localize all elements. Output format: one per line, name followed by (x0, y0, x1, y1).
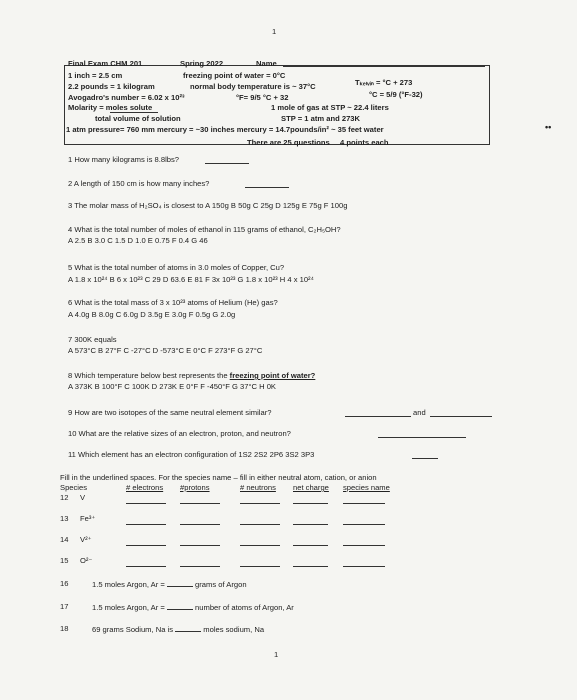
question-17-number: 17 (60, 602, 69, 611)
exam-title: Final Exam CHM 201 (68, 59, 143, 68)
const-total-volume: total volume of solution (95, 114, 181, 123)
row-13-species: Fe³⁺ (80, 514, 96, 523)
column-species-name: species name (343, 483, 390, 492)
question-7: 7 300K equals (68, 335, 117, 344)
const-pressure: 1 atm pressure= 760 mm mercury = ~30 inches mercury = 14.7pounds/in² ~ 35 feet water (66, 125, 384, 134)
question-7-options: A 573°C B 27°F C -27°C D -573°C E 0°C F 273°F G 27°C (68, 346, 263, 355)
row-15-name-blank[interactable] (343, 566, 385, 567)
const-mole-gas: 1 mole of gas at STP ~ 22.4 liters (271, 103, 389, 112)
const-body-temp: normal body temperature is ~ 37°C (190, 82, 316, 91)
row-15-species: O²⁻ (80, 556, 93, 565)
question-3: 3 The molar mass of H₂SO₄ is closest to A 150g B 50g C 25g D 125g E 75g F 100g (68, 201, 348, 210)
question-4-options: A 2.5 B 3.0 C 1.5 D 1.0 E 0.75 F 0.4 G 46 (68, 236, 208, 245)
row-14-number: 14 (60, 535, 69, 544)
answer-blank-18[interactable] (175, 624, 201, 632)
const-kelvin: Tₖₑₗᵥᵢₙ = °C + 273 (355, 78, 413, 87)
question-16-number: 16 (60, 579, 69, 588)
row-13-name-blank[interactable] (343, 524, 385, 525)
fill-in-instruction-text: Fill in the underlined spaces. For the species name – fill in either neutral atom, cation, or anion (60, 473, 377, 482)
question-4: 4 What is the total number of moles of ethanol in 115 grams of ethanol, C₂H₅OH? (68, 225, 341, 234)
question-2: 2 A length of 150 cm is how many inches? (68, 179, 210, 188)
question-count: There are 25 questions (247, 138, 330, 147)
question-17-post: number of atoms of Argon, Ar (192, 603, 294, 612)
row-12-neutrons-blank[interactable] (240, 503, 280, 504)
question-9-and: and (413, 408, 426, 417)
row-13-protons-blank[interactable] (180, 524, 220, 525)
row-13-electrons-blank[interactable] (126, 524, 166, 525)
const-freezing: freezing point of water = 0°C (183, 71, 286, 80)
row-12-number: 12 (60, 493, 69, 502)
answer-blank-16[interactable] (167, 579, 193, 587)
row-12-charge-blank[interactable] (293, 503, 328, 504)
row-15-protons-blank[interactable] (180, 566, 220, 567)
question-16 (92, 579, 247, 589)
molarity-fraction-line (110, 112, 158, 113)
question-18 (92, 624, 264, 634)
page-number-bottom: 1 (274, 650, 279, 659)
row-14-charge-blank[interactable] (293, 545, 328, 546)
question-16-post: grams of Argon (192, 580, 247, 589)
fill-in-instruction (60, 473, 377, 482)
row-12-electrons-blank[interactable] (126, 503, 166, 504)
answer-blank-9a[interactable] (345, 416, 411, 417)
question-16-pre: 1.5 moles Argon, Ar = (92, 580, 167, 589)
answer-blank-2[interactable] (245, 187, 289, 188)
row-15-electrons-blank[interactable] (126, 566, 166, 567)
question-8-emphasis: freezing point of water? (229, 371, 316, 380)
question-18-pre: 69 grams Sodium, Na is (92, 625, 176, 634)
question-5: 5 What is the total number of atoms in 3.0 moles of Copper, Cu? (68, 263, 285, 272)
answer-blank-9b[interactable] (430, 416, 492, 417)
const-pounds: 2.2 pounds = 1 kilogram (68, 82, 155, 91)
question-10: 10 What are the relative sizes of an electron, proton, and neutron? (68, 429, 291, 438)
points-each: 4 points each (340, 138, 389, 147)
const-inch: 1 inch = 2.5 cm (68, 71, 123, 80)
const-avogadro: Avogadro's number = 6.02 x 10²³ (68, 93, 185, 102)
row-13-neutrons-blank[interactable] (240, 524, 280, 525)
row-15-number: 15 (60, 556, 69, 565)
row-15-neutrons-blank[interactable] (240, 566, 280, 567)
name-label: Name (256, 59, 277, 68)
row-12-name-blank[interactable] (343, 503, 385, 504)
const-c-conv: °C = 5/9 (°F-32) (369, 90, 423, 99)
question-5-options: A 1.8 x 10²⁴ B 6 x 10²³ C 29 D 63.6 E 81 F 3x 10²³ G 1.8 x 10²³ H 4 x 10²⁴ (68, 275, 314, 284)
question-18-post: moles sodium, Na (201, 625, 265, 634)
question-11: 11 Which element has an electron configuration of 1S2 2S2 2P6 3S2 3P3 (68, 450, 315, 459)
question-17 (92, 602, 294, 612)
column-species: Species (60, 483, 88, 492)
const-stp: STP = 1 atm and 273K (281, 114, 360, 123)
row-14-electrons-blank[interactable] (126, 545, 166, 546)
answer-blank-17[interactable] (167, 602, 193, 610)
const-f-conv: °F= 9/5 °C + 32 (236, 93, 289, 102)
exam-term: Spring 2022 (180, 59, 224, 68)
question-17-pre: 1.5 moles Argon, Ar = (92, 603, 167, 612)
row-14-name-blank[interactable] (343, 545, 385, 546)
const-molarity: Molarity = moles solute (68, 103, 153, 112)
question-1: 1 How many kilograms is 8.8lbs? (68, 155, 179, 164)
row-13-number: 13 (60, 514, 69, 523)
question-6-options: A 4.0g B 8.0g C 6.0g D 3.5g E 3.0g F 0.5g G 2.0g (68, 310, 236, 319)
answer-blank-1[interactable] (205, 163, 249, 164)
question-8 (68, 371, 315, 380)
page-number-top: 1 (272, 27, 277, 36)
question-8-text: 8 Which temperature below best represents the (68, 371, 230, 380)
row-12-species: V (80, 493, 86, 502)
margin-dots: •• (545, 122, 552, 132)
question-18-number: 18 (60, 624, 69, 633)
column-neutrons: # neutrons (240, 483, 276, 492)
column-protons: #protons (180, 483, 210, 492)
row-12-protons-blank[interactable] (180, 503, 220, 504)
row-14-protons-blank[interactable] (180, 545, 220, 546)
name-blank[interactable] (283, 66, 485, 67)
question-6: 6 What is the total mass of 3 x 10²³ atoms of Helium (He) gas? (68, 298, 278, 307)
answer-blank-11[interactable] (412, 458, 438, 459)
row-15-charge-blank[interactable] (293, 566, 328, 567)
column-electrons: # electrons (126, 483, 164, 492)
row-14-neutrons-blank[interactable] (240, 545, 280, 546)
answer-blank-10[interactable] (378, 437, 466, 438)
row-13-charge-blank[interactable] (293, 524, 328, 525)
question-9: 9 How are two isotopes of the same neutral element similar? (68, 408, 272, 417)
row-14-species: V²⁺ (80, 535, 92, 544)
question-8-options: A 373K B 100°F C 100K D 273K E 0°F F -450°F G 37°C H 0K (68, 382, 276, 391)
column-net-charge: net charge (293, 483, 329, 492)
